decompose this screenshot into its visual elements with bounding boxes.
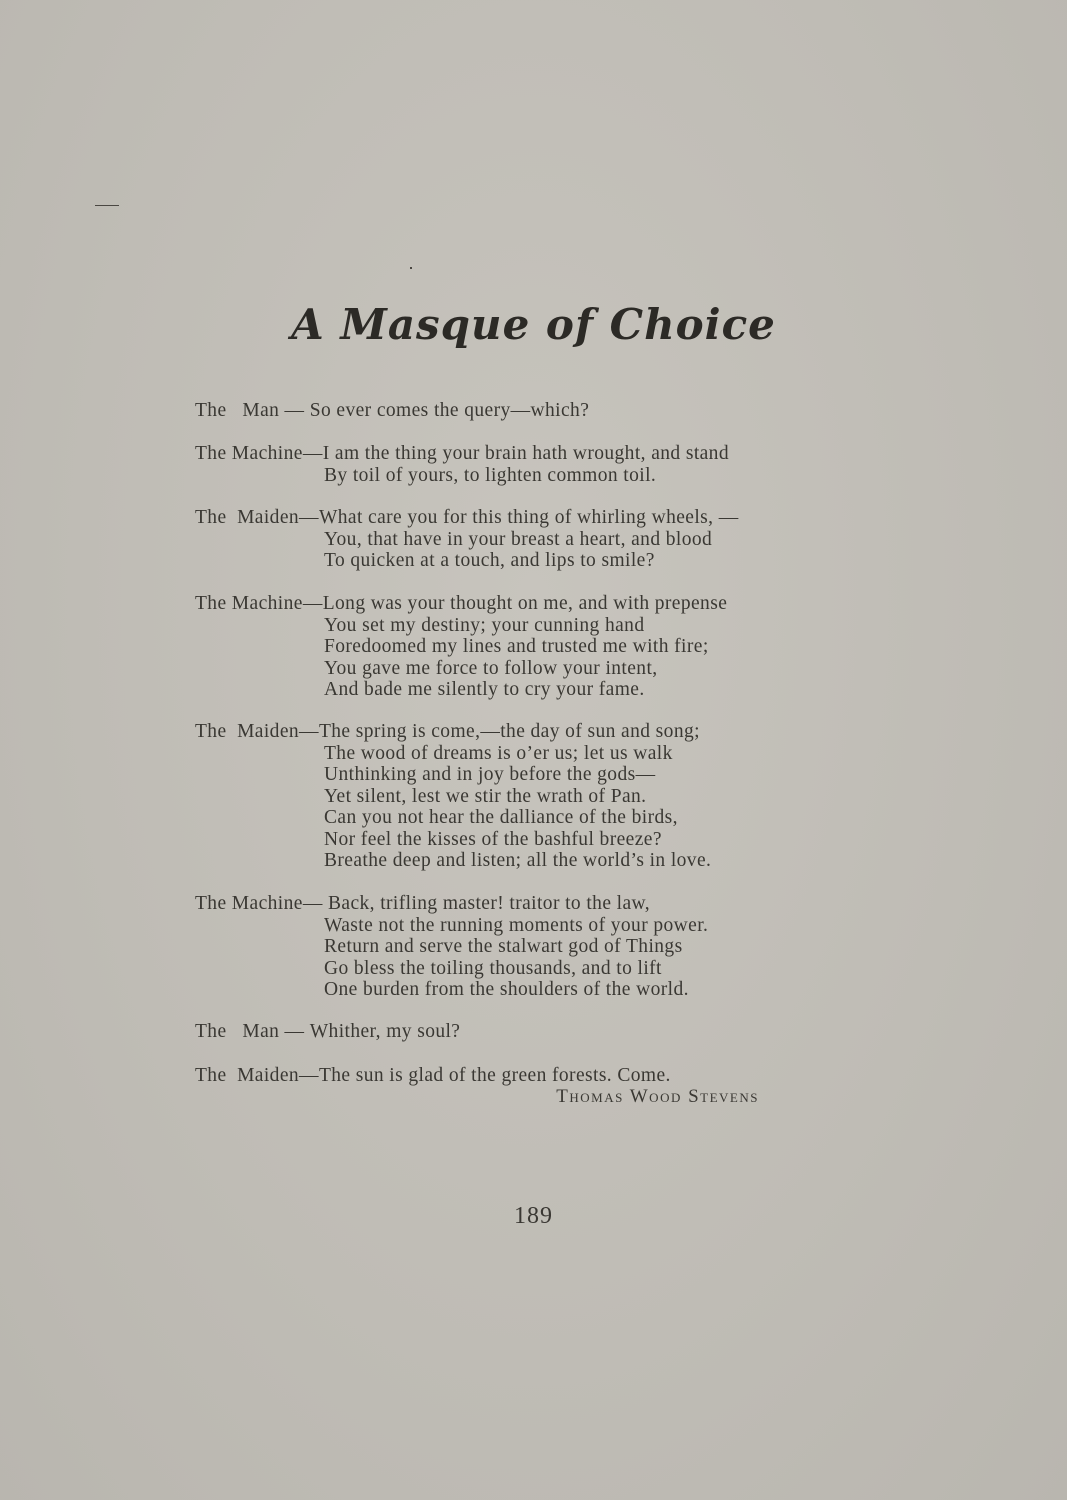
verse-line: Whither, my soul? <box>309 1021 461 1042</box>
verse-line: You set my destiny; your cunning hand <box>324 614 645 636</box>
speaker-label: The Machine— <box>195 893 328 914</box>
smudge-mark <box>95 205 119 206</box>
verse-line: Yet silent, lest we stir the wrath of Pan. <box>324 785 647 807</box>
verse-line: I am the thing your brain hath wrought, and stand <box>322 443 729 464</box>
speaker-label: The Maiden— <box>195 507 319 528</box>
verse-line: Waste not the running moments of your power. <box>324 914 709 936</box>
verse-line: To quicken at a touch, and lips to smile? <box>324 550 655 571</box>
page-number: 189 <box>514 1203 553 1229</box>
speech-block <box>195 721 711 872</box>
verse-line: The sun is glad of the green forests. Come. <box>318 1065 671 1086</box>
speech-block <box>195 507 739 572</box>
verse-line: Can you not hear the dalliance of the birds, <box>324 807 678 828</box>
verse-line: What care you for this thing of whirling wheels, — <box>318 507 739 528</box>
speech-block <box>195 443 729 486</box>
speaker-label: The Man — <box>195 1021 310 1042</box>
speech-block <box>195 893 708 1001</box>
speaker-label: The Man — <box>195 400 310 421</box>
speech-block <box>195 1065 671 1087</box>
verse-line: Unthinking and in joy before the gods— <box>324 764 656 785</box>
speaker-label: The Maiden— <box>195 1065 319 1086</box>
speech-block <box>195 593 727 701</box>
verse-line: Go bless the toiling thousands, and to lift <box>324 957 662 979</box>
poem-title: A Masque of Choice <box>291 300 776 349</box>
verse-line: By toil of yours, to lighten common toil. <box>324 464 657 486</box>
verse-line: Breathe deep and listen; all the world’s in love. <box>324 850 712 871</box>
speaker-label: The Machine— <box>195 593 323 614</box>
verse-line: You, that have in your breast a heart, and blood <box>324 528 713 550</box>
verse-line: Foredoomed my lines and trusted me with fire; <box>324 636 709 657</box>
speech-block <box>195 400 589 422</box>
speaker-label: The Machine— <box>195 443 323 464</box>
verse-line: Back, trifling master! traitor to the law, <box>328 893 651 914</box>
verse-line: You gave me force to follow your intent, <box>324 657 658 679</box>
speaker-label: The Maiden— <box>195 721 319 742</box>
verse-line: Nor feel the kisses of the bashful breeze? <box>324 828 662 850</box>
smudge-mark <box>410 267 412 269</box>
verse-line: The wood of dreams is o’er us; let us walk <box>324 742 673 764</box>
verse-line: One burden from the shoulders of the world. <box>324 979 689 1000</box>
verse-line: The spring is come,—the day of sun and song; <box>318 721 700 742</box>
verse-line: And bade me silently to cry your fame. <box>324 679 645 700</box>
verse-line: Return and serve the stalwart god of Things <box>324 936 683 957</box>
verse-line: So ever comes the query—which? <box>309 400 590 421</box>
author-signature: Thomas Wood Stevens <box>556 1086 759 1107</box>
verse-line: Long was your thought on me, and with prepense <box>322 593 728 614</box>
speech-block <box>195 1021 460 1043</box>
